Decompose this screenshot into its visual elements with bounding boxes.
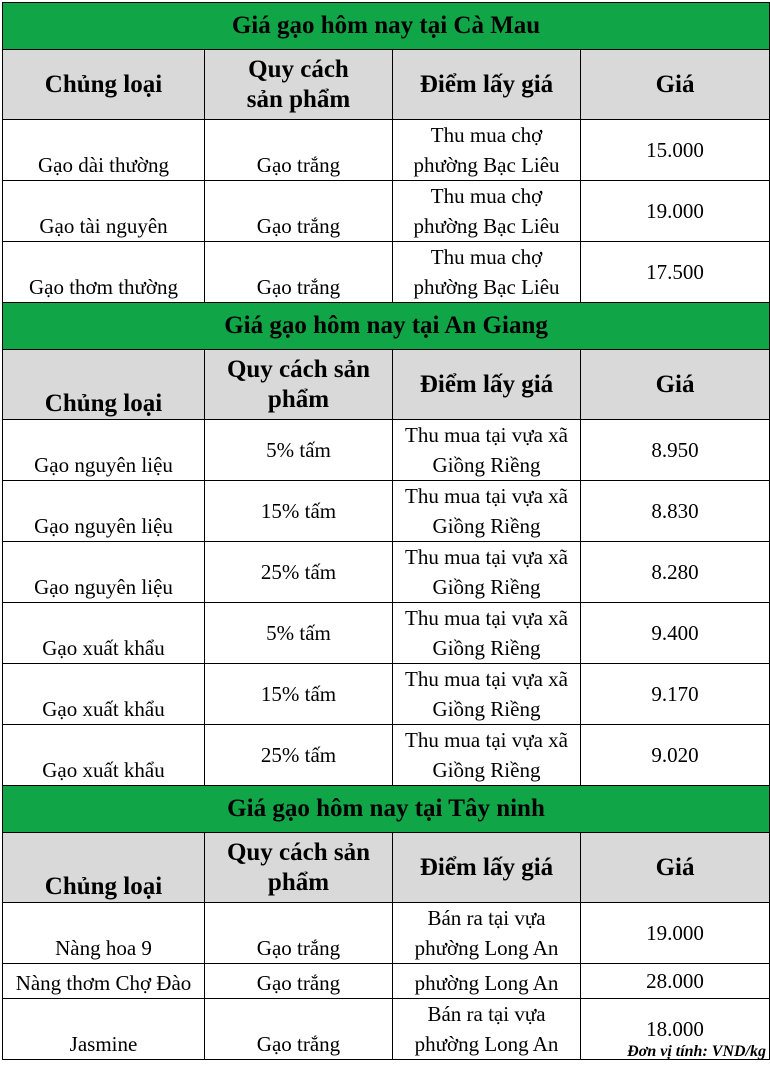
cell-price: 15.000 bbox=[581, 120, 770, 181]
table-row bbox=[3, 664, 770, 725]
table-row bbox=[3, 964, 770, 999]
section-title: Giá gạo hôm nay tại Tây ninh bbox=[3, 786, 770, 833]
header-location: Điểm lấy giá bbox=[393, 350, 581, 420]
cell-location: Thu mua tại vựa xã Giồng Riềng bbox=[393, 481, 581, 542]
cell-spec: Gạo trắng bbox=[205, 999, 393, 1060]
cell-spec: 5% tấm bbox=[205, 603, 393, 664]
cell-type: Gạo xuất khẩu bbox=[3, 603, 205, 664]
header-spec: Quy cách sản phẩm bbox=[205, 50, 393, 120]
table-row bbox=[3, 725, 770, 786]
cell-location: Thu mua chợ phường Bạc Liêu bbox=[393, 242, 581, 303]
cell-price: 9.170 bbox=[581, 664, 770, 725]
header-price: Giá bbox=[581, 350, 770, 420]
header-type: Chủng loại bbox=[3, 833, 205, 903]
cell-spec: 15% tấm bbox=[205, 481, 393, 542]
cell-spec: Gạo trắng bbox=[205, 120, 393, 181]
header-row bbox=[3, 350, 770, 420]
cell-price: 9.400 bbox=[581, 603, 770, 664]
cell-location: Bán ra tại vựa phường Long An bbox=[393, 999, 581, 1060]
section-title: Giá gạo hôm nay tại Cà Mau bbox=[3, 3, 770, 50]
cell-spec: 5% tấm bbox=[205, 420, 393, 481]
cell-price: 9.020 bbox=[581, 725, 770, 786]
header-price: Giá bbox=[581, 833, 770, 903]
cell-location: Thu mua tại vựa xã Giồng Riềng bbox=[393, 603, 581, 664]
table-row bbox=[3, 120, 770, 181]
cell-spec: 15% tấm bbox=[205, 664, 393, 725]
section-title-row bbox=[3, 3, 770, 50]
cell-location: Thu mua tại vựa xã Giồng Riềng bbox=[393, 420, 581, 481]
cell-spec: Gạo trắng bbox=[205, 181, 393, 242]
header-row bbox=[3, 833, 770, 903]
cell-spec: Gạo trắng bbox=[205, 242, 393, 303]
cell-location: Thu mua tại vựa xã Giồng Riềng bbox=[393, 664, 581, 725]
cell-spec: Gạo trắng bbox=[205, 903, 393, 964]
header-location: Điểm lấy giá bbox=[393, 833, 581, 903]
table-row bbox=[3, 181, 770, 242]
cell-location: Thu mua chợ phường Bạc Liêu bbox=[393, 181, 581, 242]
cell-price: 19.000 bbox=[581, 903, 770, 964]
cell-type: Jasmine bbox=[3, 999, 205, 1060]
cell-price: 8.950 bbox=[581, 420, 770, 481]
header-type: Chủng loại bbox=[3, 50, 205, 120]
table-row bbox=[3, 481, 770, 542]
rice-price-table bbox=[2, 2, 770, 1060]
cell-type: Gạo dài thường bbox=[3, 120, 205, 181]
table-row bbox=[3, 903, 770, 964]
cell-type: Gạo nguyên liệu bbox=[3, 481, 205, 542]
header-spec: Quy cách sản phẩm bbox=[205, 350, 393, 420]
cell-type: Gạo xuất khẩu bbox=[3, 664, 205, 725]
section-title: Giá gạo hôm nay tại An Giang bbox=[3, 303, 770, 350]
cell-price: 28.000 bbox=[581, 964, 770, 999]
table-row bbox=[3, 542, 770, 603]
table-row bbox=[3, 242, 770, 303]
cell-price: 18.000 bbox=[581, 999, 770, 1060]
table-row bbox=[3, 420, 770, 481]
cell-type: Gạo xuất khẩu bbox=[3, 725, 205, 786]
header-price: Giá bbox=[581, 50, 770, 120]
unit-note: Đơn vị tính: VND/kg bbox=[627, 1043, 766, 1060]
header-spec: Quy cách sản phẩm bbox=[205, 833, 393, 903]
cell-location: Thu mua chợ phường Bạc Liêu bbox=[393, 120, 581, 181]
cell-type: Nàng hoa 9 bbox=[3, 903, 205, 964]
cell-location: Thu mua tại vựa xã Giồng Riềng bbox=[393, 725, 581, 786]
section-title-row bbox=[3, 786, 770, 833]
cell-type: Gạo nguyên liệu bbox=[3, 542, 205, 603]
cell-location: phường Long An bbox=[393, 964, 581, 999]
cell-type: Nàng thơm Chợ Đào bbox=[3, 964, 205, 999]
cell-price: 8.830 bbox=[581, 481, 770, 542]
section-title-row bbox=[3, 303, 770, 350]
header-row bbox=[3, 50, 770, 120]
cell-type: Gạo thơm thường bbox=[3, 242, 205, 303]
cell-type: Gạo tài nguyên bbox=[3, 181, 205, 242]
cell-price: 19.000 bbox=[581, 181, 770, 242]
header-type: Chủng loại bbox=[3, 350, 205, 420]
header-location: Điểm lấy giá bbox=[393, 50, 581, 120]
cell-spec: 25% tấm bbox=[205, 542, 393, 603]
cell-location: Bán ra tại vựa phường Long An bbox=[393, 903, 581, 964]
cell-price: 17.500 bbox=[581, 242, 770, 303]
cell-type: Gạo nguyên liệu bbox=[3, 420, 205, 481]
cell-location: Thu mua tại vựa xã Giồng Riềng bbox=[393, 542, 581, 603]
table-row bbox=[3, 603, 770, 664]
cell-spec: 25% tấm bbox=[205, 725, 393, 786]
cell-spec: Gạo trắng bbox=[205, 964, 393, 999]
cell-price: 8.280 bbox=[581, 542, 770, 603]
